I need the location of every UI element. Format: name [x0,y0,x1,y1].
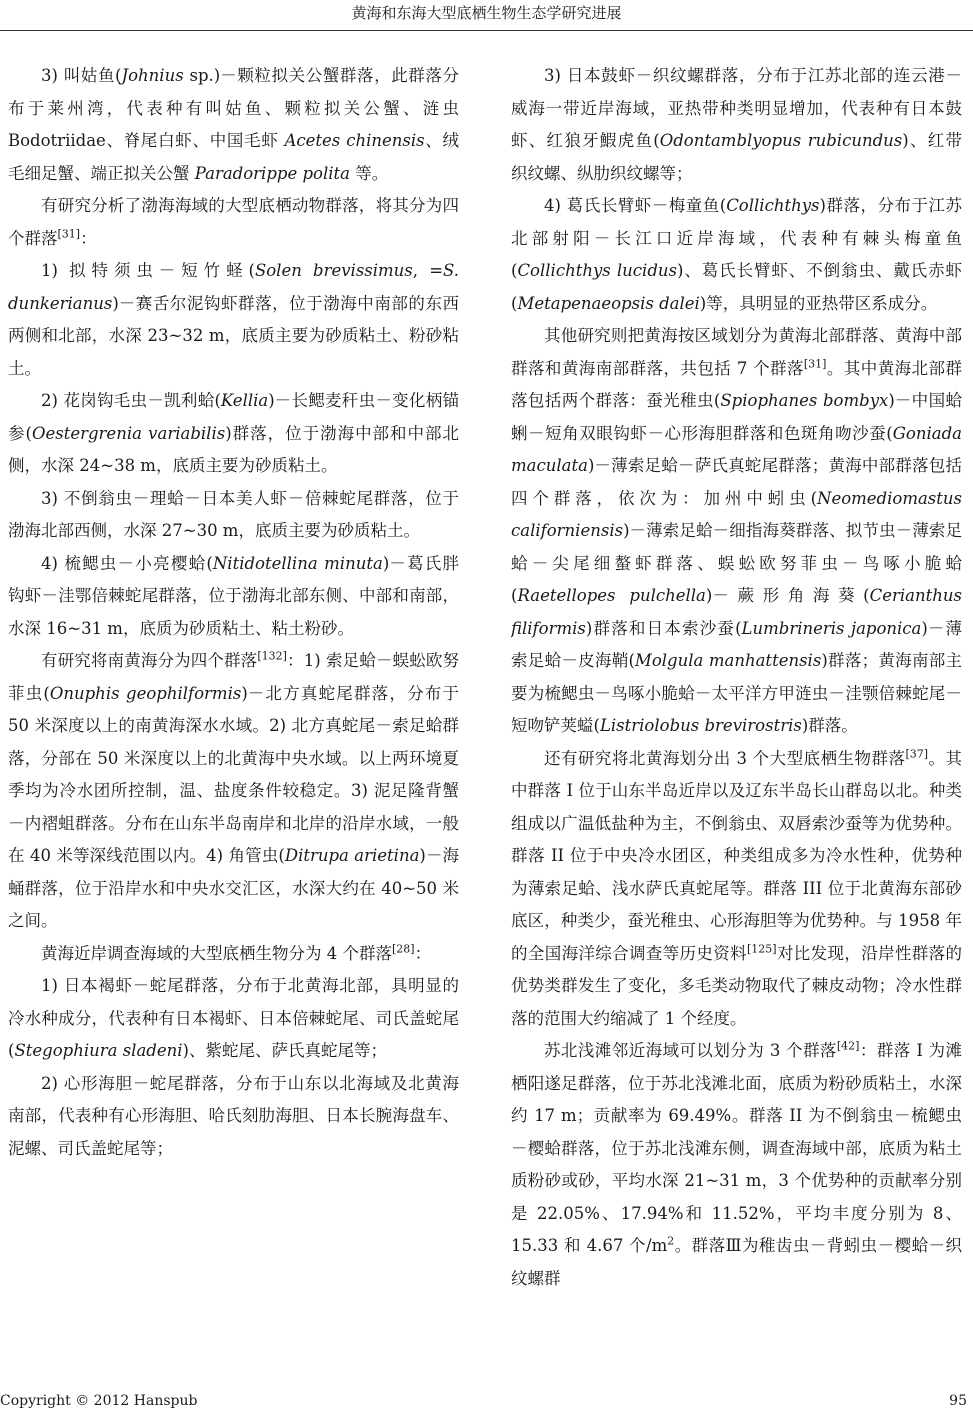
paragraph-nearshore-community-2: 2) 心形海胆－蛇尾群落，分布于山东以北海域及北黄海南部，代表种有心形海胆、哈氏刻肋海胆、日本长腕海盘车、泥螺、司氏盖蛇尾等； [8,1073,459,1158]
paragraph-nearshore-community-1: 1) 日本褐虾－蛇尾群落，分布于北黄海北部，具明显的冷水种成分，代表种有日本褐虾、日本倍棘蛇尾、司氏盖蛇尾(Stegophiura sladeni)、紫蛇尾、萨氏真蛇尾等； [8,976,459,1060]
paragraph-johnius-community: 3) 叫姑鱼(Johnius sp.)－颗粒拟关公蟹群落，此群落分布于莱州湾，代表种有叫姑鱼、颗粒拟关公蟹、涟虫 Bodotriidae、脊尾白虾、中国毛虾 Acetes chinensis、绒毛细足蟹、端正拟关公蟹 Paradorippe polita 等。 [8,66,459,183]
paragraph-subei-shoal: 苏北浅滩邻近海域可以划分为 3 个群落[42]：群落 I 为滩栖阳遂足群落，位于苏北浅滩北面，底质为粉砂质粘土，水深约 17 m；贡献率为 69.49%。群落 II 为不倒翁虫－梳鳃虫－樱蛤群落，位于苏北浅滩东侧，调查海域中部，底质为粘土质粉砂或砂，平均水深 21~31 m，3 个优势种的贡献率分别是 22.05%、17.94%和 11.52%，平均丰度分别为 8、15.33 和 4.67 个$/m^2$。群落Ⅲ为稚齿虫－背蚓虫－樱蛤－织纹螺群 [511,1039,962,1288]
paragraph-bohai-community-1: 1) 拟特须虫－短竹蛏(Solen brevissimus, =S. dunkerianus)－赛舌尔泥钩虾群落，位于渤海中南部的东西两侧和北部，水深 23~32 m，底质主要为砂质粘土、粉砂粘土。 [8,261,459,378]
citation-ref[interactable]: [31] [57,227,81,240]
page-footer [0,1390,973,1412]
left-column [8,60,459,1360]
paragraph-nearshore-intro: 黄海近岸调查海域的大型底栖生物分为 4 个群落[28]： [41,942,432,963]
paragraph-bohai-community-3: 3) 不倒翁虫－理蛤－日本美人虾－倍棘蛇尾群落，位于渤海北部西侧，水深 27~30 m，底质主要为砂质粘土。 [8,488,459,540]
citation-ref[interactable]: [31] [803,357,827,370]
page-number: 95 [949,1393,967,1409]
citation-ref[interactable]: [28] [392,942,415,955]
citation-ref[interactable]: [125] [747,942,777,955]
paragraph-bohai-intro: 有研究分析了渤海海域的大型底栖动物群落，将其分为四个群落[31]： [8,196,459,248]
unit-superscript: 2 [667,1234,675,1248]
paragraph-nearshore-community-4: 4) 葛氏长臂虾－梅童鱼(Collichthys)群落，分布于江苏北部射阳－长江口近岸海域，代表种有棘头梅童鱼(Collichthys lucidus)、葛氏长臂虾、不倒翁虫、戴氏赤虾(Metapenaeopsis dalei)等，具明显的亚热带区系成分。 [511,196,962,313]
paragraph-yellow-sea-regions: 其他研究则把黄海按区域划分为黄海北部群落、黄海中部群落和黄海南部群落，共包括 7 个群落[31]。其中黄海北部群落包括两个群落：蚕光稚虫(Spiophanes bombyx)－中国蛤蜊－短角双眼钩虾－心形海胆群落和色斑角吻沙蚕(Goniada maculata)－薄索足蛤－萨氏真蛇尾群落；黄海中部群落包括四个群落，依次为：加州中蚓虫(Neomediomastus californiensis)－薄索足蛤－细指海葵群落、拟节虫－薄索足蛤－尖尾细螯虾群落、蜈蚣欧努菲虫－鸟啄小脆蛤(Raetellopes pulchella)－蕨形角海葵(Cerianthus filiformis)群落和日本索沙蚕(Lumbrineris japonica)－薄索足蛤－皮海鞘(Molgula manhattensis)群落；黄海南部主要为梳鳃虫－鸟啄小脆蛤－太平洋方甲涟虫－洼颚倍棘蛇尾－短吻铲荚螠(Listriolobus brevirostris)群落。 [511,326,962,735]
paragraph-bohai-community-4: 4) 梳鳃虫－小亮樱蛤(Nitidotellina minuta)－葛氏胖钩虾－洼鄂倍棘蛇尾群落，位于渤海北部东侧、中部和南部，水深 16~31 m，底质为砂质粘土、粘土粉砂。 [8,553,459,638]
header-divider [0,30,973,31]
citation-ref[interactable]: [42] [836,1039,860,1053]
right-column [511,60,962,1360]
citation-ref[interactable]: [37] [905,747,929,760]
paragraph-south-yellow-sea: 有研究将南黄海分为四个群落[132]：1) 索足蛤－蜈蚣欧努菲虫(Onuphis geophilformis)－北方真蛇尾群落，分布于 50 米深度以上的南黄海深水水域。2) 北方真蛇尾－索足蛤群落，分部在 50 米深度以上的北黄海中央水域。以上两环境夏季均为冷水团所控制，温、盐度条件较稳定。3) 泥足隆背蟹－内褶蛆群落。分布在山东半岛南岸和北岸的沿岸水域，一般在 40 米等深线范围以内。4) 角管虫(Ditrupa arietina)－海蛹群落，位于沿岸水和中央水交汇区，水深大约在 40~50 米之间。 [8,649,459,930]
journal-running-header: 黄海和东海大型底栖生物生态学研究进展 [351,4,622,22]
paragraph-north-yellow-sea: 还有研究将北黄海划分出 3 个大型底栖生物群落[37]。其中群落 I 位于山东半岛近岸以及辽东半岛长山群岛以北。种类组成以广温低盐种为主，不倒翁虫、双唇索沙蚕等为优势种。群落 II 位于中央冷水团区，种类组成多为冷水性种，优势种为薄索足蛤、浅水萨氏真蛇尾等。群落 III 位于北黄海东部砂底区，种类少，蚕光稚虫、心形海胆等为优势种。与 1958 年的全国海洋综合调查等历史资料[125]对比发现，沿岸性群落的优势类群发生了变化，多毛类动物取代了棘皮动物；冷水性群落的范围大约缩减了 1 个经度。 [511,747,962,1028]
copyright-notice: Copyright © 2012 Hanspub [0,1393,198,1409]
paragraph-bohai-community-2: 2) 花岗钩毛虫－凯利蛤(Kellia)－长鳃麦秆虫－变化柄锚参(Oestergrenia variabilis)群落，位于渤海中部和中部北侧，水深 24~38 m，底质主要为砂质粘土。 [8,391,459,475]
citation-ref[interactable]: [132] [257,649,287,663]
paragraph-nearshore-community-3: 3) 日本鼓虾－织纹螺群落，分布于江苏北部的连云港－威海一带近岸海域，亚热带种类明显增加，代表种有日本鼓虾、红狼牙鰕虎鱼(Odontamblyopus rubicundus)、红带织纹螺、纵肋织纹螺等； [511,66,962,183]
